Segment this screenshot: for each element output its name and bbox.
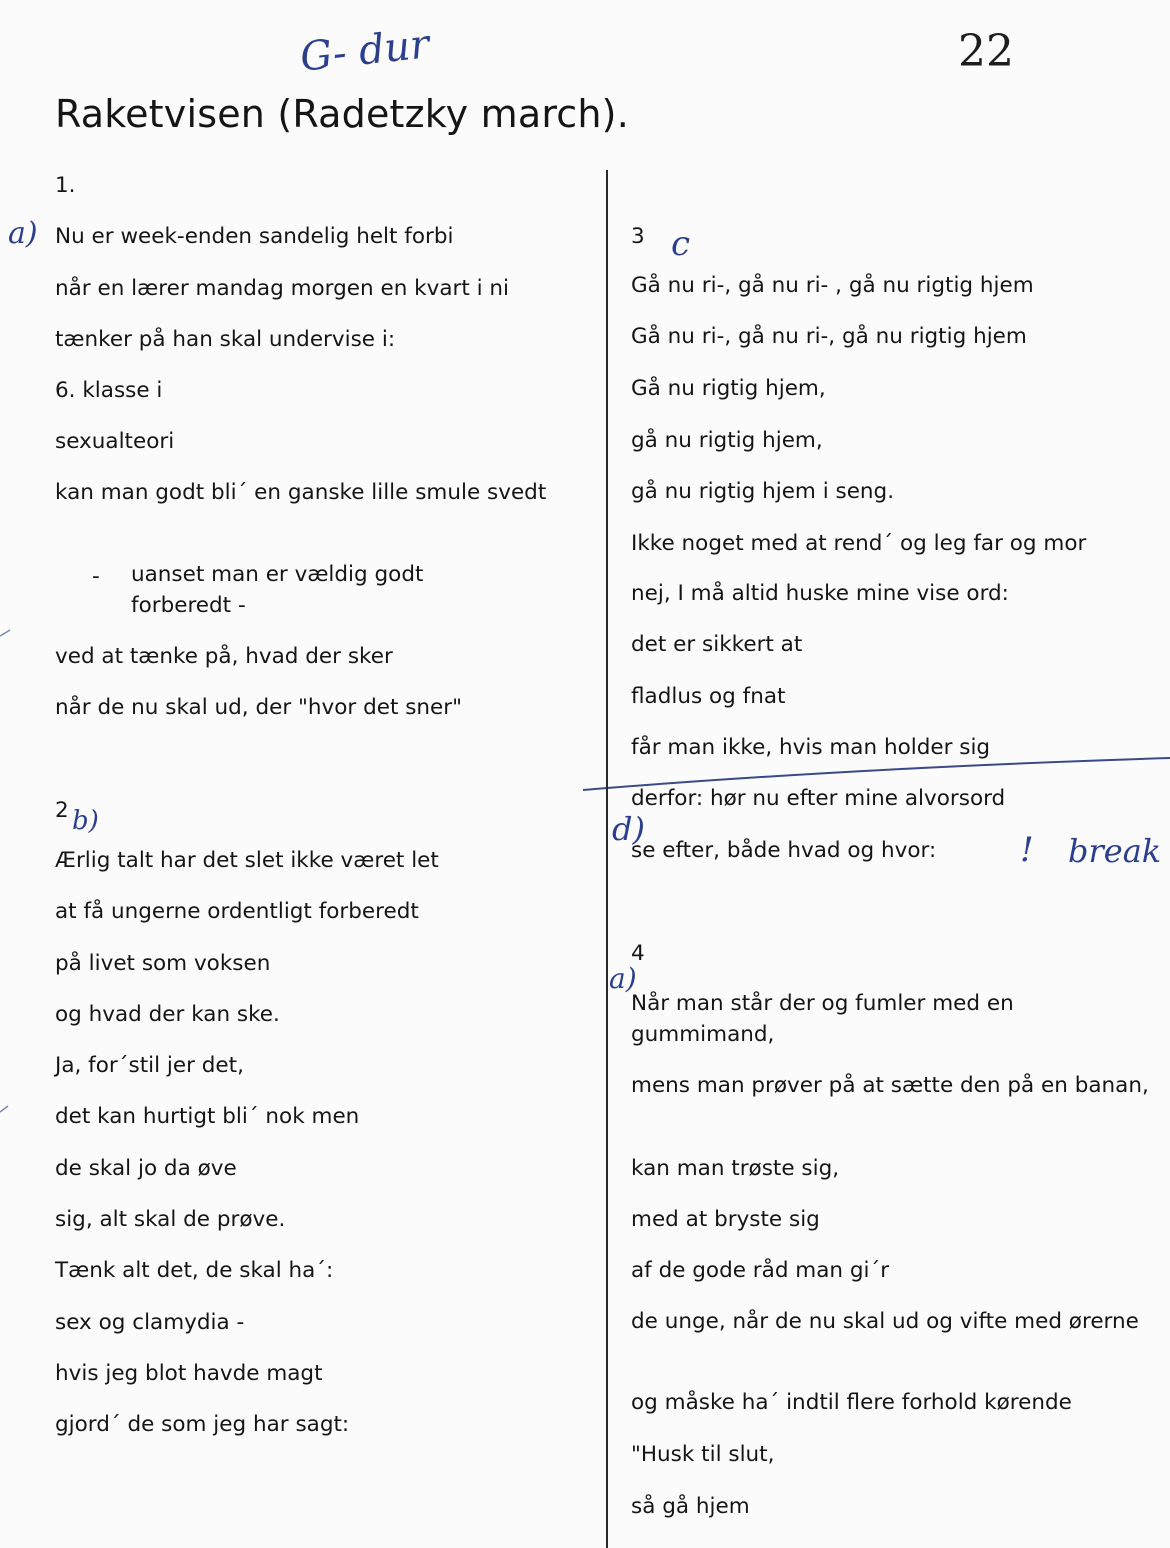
handwritten-mark-v1: a) <box>8 216 38 251</box>
verse-line: og måske ha´ indtil flere forhold kørende <box>631 1390 1072 1415</box>
verse-line: uanset man er vældig godt forberedt - <box>131 562 424 618</box>
verse-line: hvis jeg blot havde magt <box>55 1361 323 1386</box>
verse-number: 1. <box>55 173 76 198</box>
verse-line: og hvad der kan ske. <box>55 1002 280 1027</box>
verse-line: på livet som voksen <box>55 951 271 976</box>
verse-line: med at bryste sig <box>631 1207 820 1232</box>
verse-number: 3 <box>631 224 645 249</box>
handwritten-mark-v3-second: d) <box>612 810 645 848</box>
verse-line: Gå nu ri-, gå nu ri-, gå nu rigtig hjem <box>631 324 1027 349</box>
verse-line: sexualteori <box>55 429 175 454</box>
verse-line: Ikke noget med at rend´ og leg far og mor <box>631 531 1087 556</box>
verse-line: "Husk til slut, <box>631 1442 775 1467</box>
verse-line: nej, I må altid huske mine vise ord: <box>631 581 1009 606</box>
verse-line: Gå nu ri-, gå nu ri- , gå nu rigtig hjem <box>631 273 1034 298</box>
verse-line: når en lærer mandag morgen en kvart i ni <box>55 276 510 301</box>
verse-line: Ærlig talt har det slet ikke været let <box>55 848 439 873</box>
verse-line: ved at tænke på, hvad der sker <box>55 644 393 669</box>
verse-line: Når man står der og fumler med en gummimand, <box>631 991 1014 1047</box>
verse-line: når de nu skal ud, der "hvor det sner" <box>55 695 463 720</box>
verse-line: gjord´ de som jeg har sagt: <box>55 1412 350 1437</box>
verse-line: det er sikkert at <box>631 632 803 657</box>
verse-line: af de gode råd man gi´r <box>631 1258 890 1283</box>
verse-line: kan man trøste sig, <box>631 1156 840 1181</box>
verse-line: får man ikke, hvis man holder sig <box>631 735 991 760</box>
verse-line: at få ungerne ordentligt forberedt <box>55 899 419 924</box>
verse-line: Nu er week-enden sandelig helt forbi <box>55 224 454 249</box>
verse-line: mens man prøver på at sætte den på en banan, <box>631 1073 1149 1098</box>
verse-line: se efter, både hvad og hvor: <box>631 838 937 863</box>
handwritten-key-note: G- dur <box>297 21 432 81</box>
column-divider <box>606 170 608 1548</box>
song-title: Raketvisen (Radetzky march). <box>55 92 629 136</box>
margin-tick-lower <box>0 1106 8 1112</box>
verse-line: det kan hurtigt bli´ nok men <box>55 1104 360 1129</box>
verse-line: 6. klasse i <box>55 378 163 403</box>
verse-line: gå nu rigtig hjem i seng. <box>631 479 895 504</box>
handwritten-mark-v3: c <box>671 224 691 264</box>
verse-line: sig, alt skal de prøve. <box>55 1207 286 1232</box>
verse-line: kan man godt bli´ en ganske lille smule svedt <box>55 480 547 505</box>
bullet-dash: - <box>92 564 100 589</box>
handwritten-mark-v4: a) <box>609 962 637 995</box>
verse-line: de skal jo da øve <box>55 1156 237 1181</box>
verse-line: tænker på han skal undervise i: <box>55 327 396 352</box>
verse-line: Tænk alt det, de skal ha´: <box>55 1258 334 1283</box>
verse-line: Ja, for´stil jer det, <box>55 1053 244 1078</box>
verse-line: gå nu rigtig hjem, <box>631 428 823 453</box>
verse-line: så gå hjem <box>631 1494 750 1519</box>
handwritten-break-symbol: ! <box>1020 830 1034 870</box>
handwritten-page-number: 22 <box>958 26 1014 77</box>
verse-line: fladlus og fnat <box>631 684 786 709</box>
verse-number: 2 <box>55 798 69 823</box>
handwritten-break-note: break <box>1068 832 1162 870</box>
verse-line: sex og clamydia - <box>55 1310 245 1335</box>
margin-tick-upper <box>0 630 10 636</box>
verse-line: de unge, når de nu skal ud og vifte med ørerne <box>631 1309 1139 1334</box>
handwritten-mark-v2: b) <box>72 806 99 836</box>
verse-number: 4 <box>631 941 645 966</box>
verse-line: Gå nu rigtig hjem, <box>631 376 826 401</box>
verse-line: derfor: hør nu efter mine alvorsord <box>631 786 1006 811</box>
